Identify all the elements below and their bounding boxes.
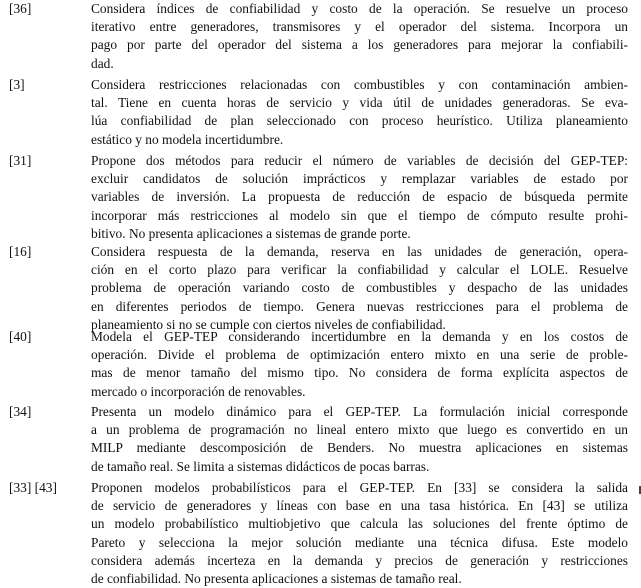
description-line: operación. Divide el problema de optimización entero mixto en una serie de proble- (91, 347, 628, 363)
description-line: un modelo probabilístico multiobjetivo que calcula las soluciones del frente óptimo de (91, 516, 628, 532)
description-line: en diferentes periodos de tiempo. Genera nuevas restricciones para el problema de (91, 298, 628, 314)
description-line: ción en el corto plazo para verificar la confiabilidad y calcular el LOLE. Resuelve (91, 262, 628, 278)
description-cell (91, 152, 628, 243)
description-line: Considera índices de confiabilidad y costo de la operación. Se resuelve un proceso (91, 1, 628, 16)
description-cell (91, 479, 628, 588)
description-cell (91, 243, 628, 334)
description-line: problema de operación variando costo de combustibles y despacho de las unidades (91, 280, 628, 296)
description-line: variables de inversión. La propuesta de reducción de espacio de búsqueda permite (91, 189, 628, 205)
description-cell (91, 0, 628, 73)
description-line: considera además incerteza en la demanda y precios de generación y restricciones (91, 552, 628, 568)
description-line: Considera respuesta de la demanda, reserva en las unidades de generación, opera- (91, 244, 628, 259)
description-line: a un problema de programación no lineal entero mixto que luego es convertido en un (91, 422, 628, 438)
reference-label: [3] (9, 77, 25, 92)
reference-label: [34] (9, 404, 32, 419)
reference-label: [16] (9, 244, 32, 259)
reference-label: [36] (9, 1, 32, 16)
description-line: MILP mediante descomposición de Benders. No muestra aplicaciones en sistemas (91, 440, 628, 456)
description-line: iterativo entre generadores, transmisores y el operador del sistema. Incorpora un (91, 19, 628, 35)
description-cell (91, 403, 628, 476)
reference-label: [40] (9, 329, 32, 344)
description-line: incorporar más restricciones al modelo sin que el tiempo de cómputo resulte prohi- (91, 207, 628, 223)
description-line: estático y no modela incertidumbre. (91, 131, 284, 147)
reference-label: [33] [43] (9, 480, 57, 495)
description-line: Pareto y selecciona la mejor solución mediante una técnica difusa. Este modelo (91, 534, 628, 550)
description-line: dad. (91, 55, 114, 71)
description-line: Propone dos métodos para reducir el número de variables de decisión del GEP-TEP: (91, 153, 628, 168)
description-line: bitivo. No presenta aplicaciones a sistemas de grande porte. (91, 225, 411, 241)
description-line: de servicio de generadores y líneas con base en una tasa histórica. En [43] se utiliza (91, 498, 628, 514)
description-line: mercado o incorporación de renovables. (91, 383, 306, 399)
description-line: de tamaño real. Se limita a sistemas didácticos de pocas barras. (91, 458, 430, 474)
description-cell (91, 328, 628, 401)
description-line: Proponen modelos probabilísticos para el GEP-TEP. En [33] se considera la salida (91, 480, 628, 495)
description-line: Presenta un modelo dinámico para el GEP-TEP. La formulación inicial corresponde (91, 404, 628, 419)
description-cell (91, 76, 628, 149)
description-line: Modela el GEP-TEP considerando incertidumbre en la demanda y en los costos de (91, 329, 628, 344)
description-line: pago por parte del operador del sistema a los generadores para mejorar la confiabili- (91, 37, 628, 53)
reference-label: [31] (9, 153, 32, 168)
description-line: planeamiento si no se cumple con ciertos niveles de confiabilidad. (91, 316, 446, 332)
description-line: Considera restricciones relacionadas con combustibles y con contaminación ambien- (91, 77, 628, 92)
description-line: excluir candidatos de solución imprácticos y remplazar variables de estado por (91, 171, 628, 187)
description-line: mas de menor tamaño del mismo tipo. No considera de forma explícita aspectos de (91, 365, 628, 381)
description-line: tal. Tiene en cuenta horas de servicio y vida útil de unidades generadoras. Se eva- (91, 95, 628, 111)
description-line: de confiabilidad. No presenta aplicaciones a sistemas de tamaño real. (91, 570, 462, 586)
description-line: lúa confiabilidad de plan seleccionado con proceso heurístico. Utiliza planeamiento (91, 113, 628, 129)
